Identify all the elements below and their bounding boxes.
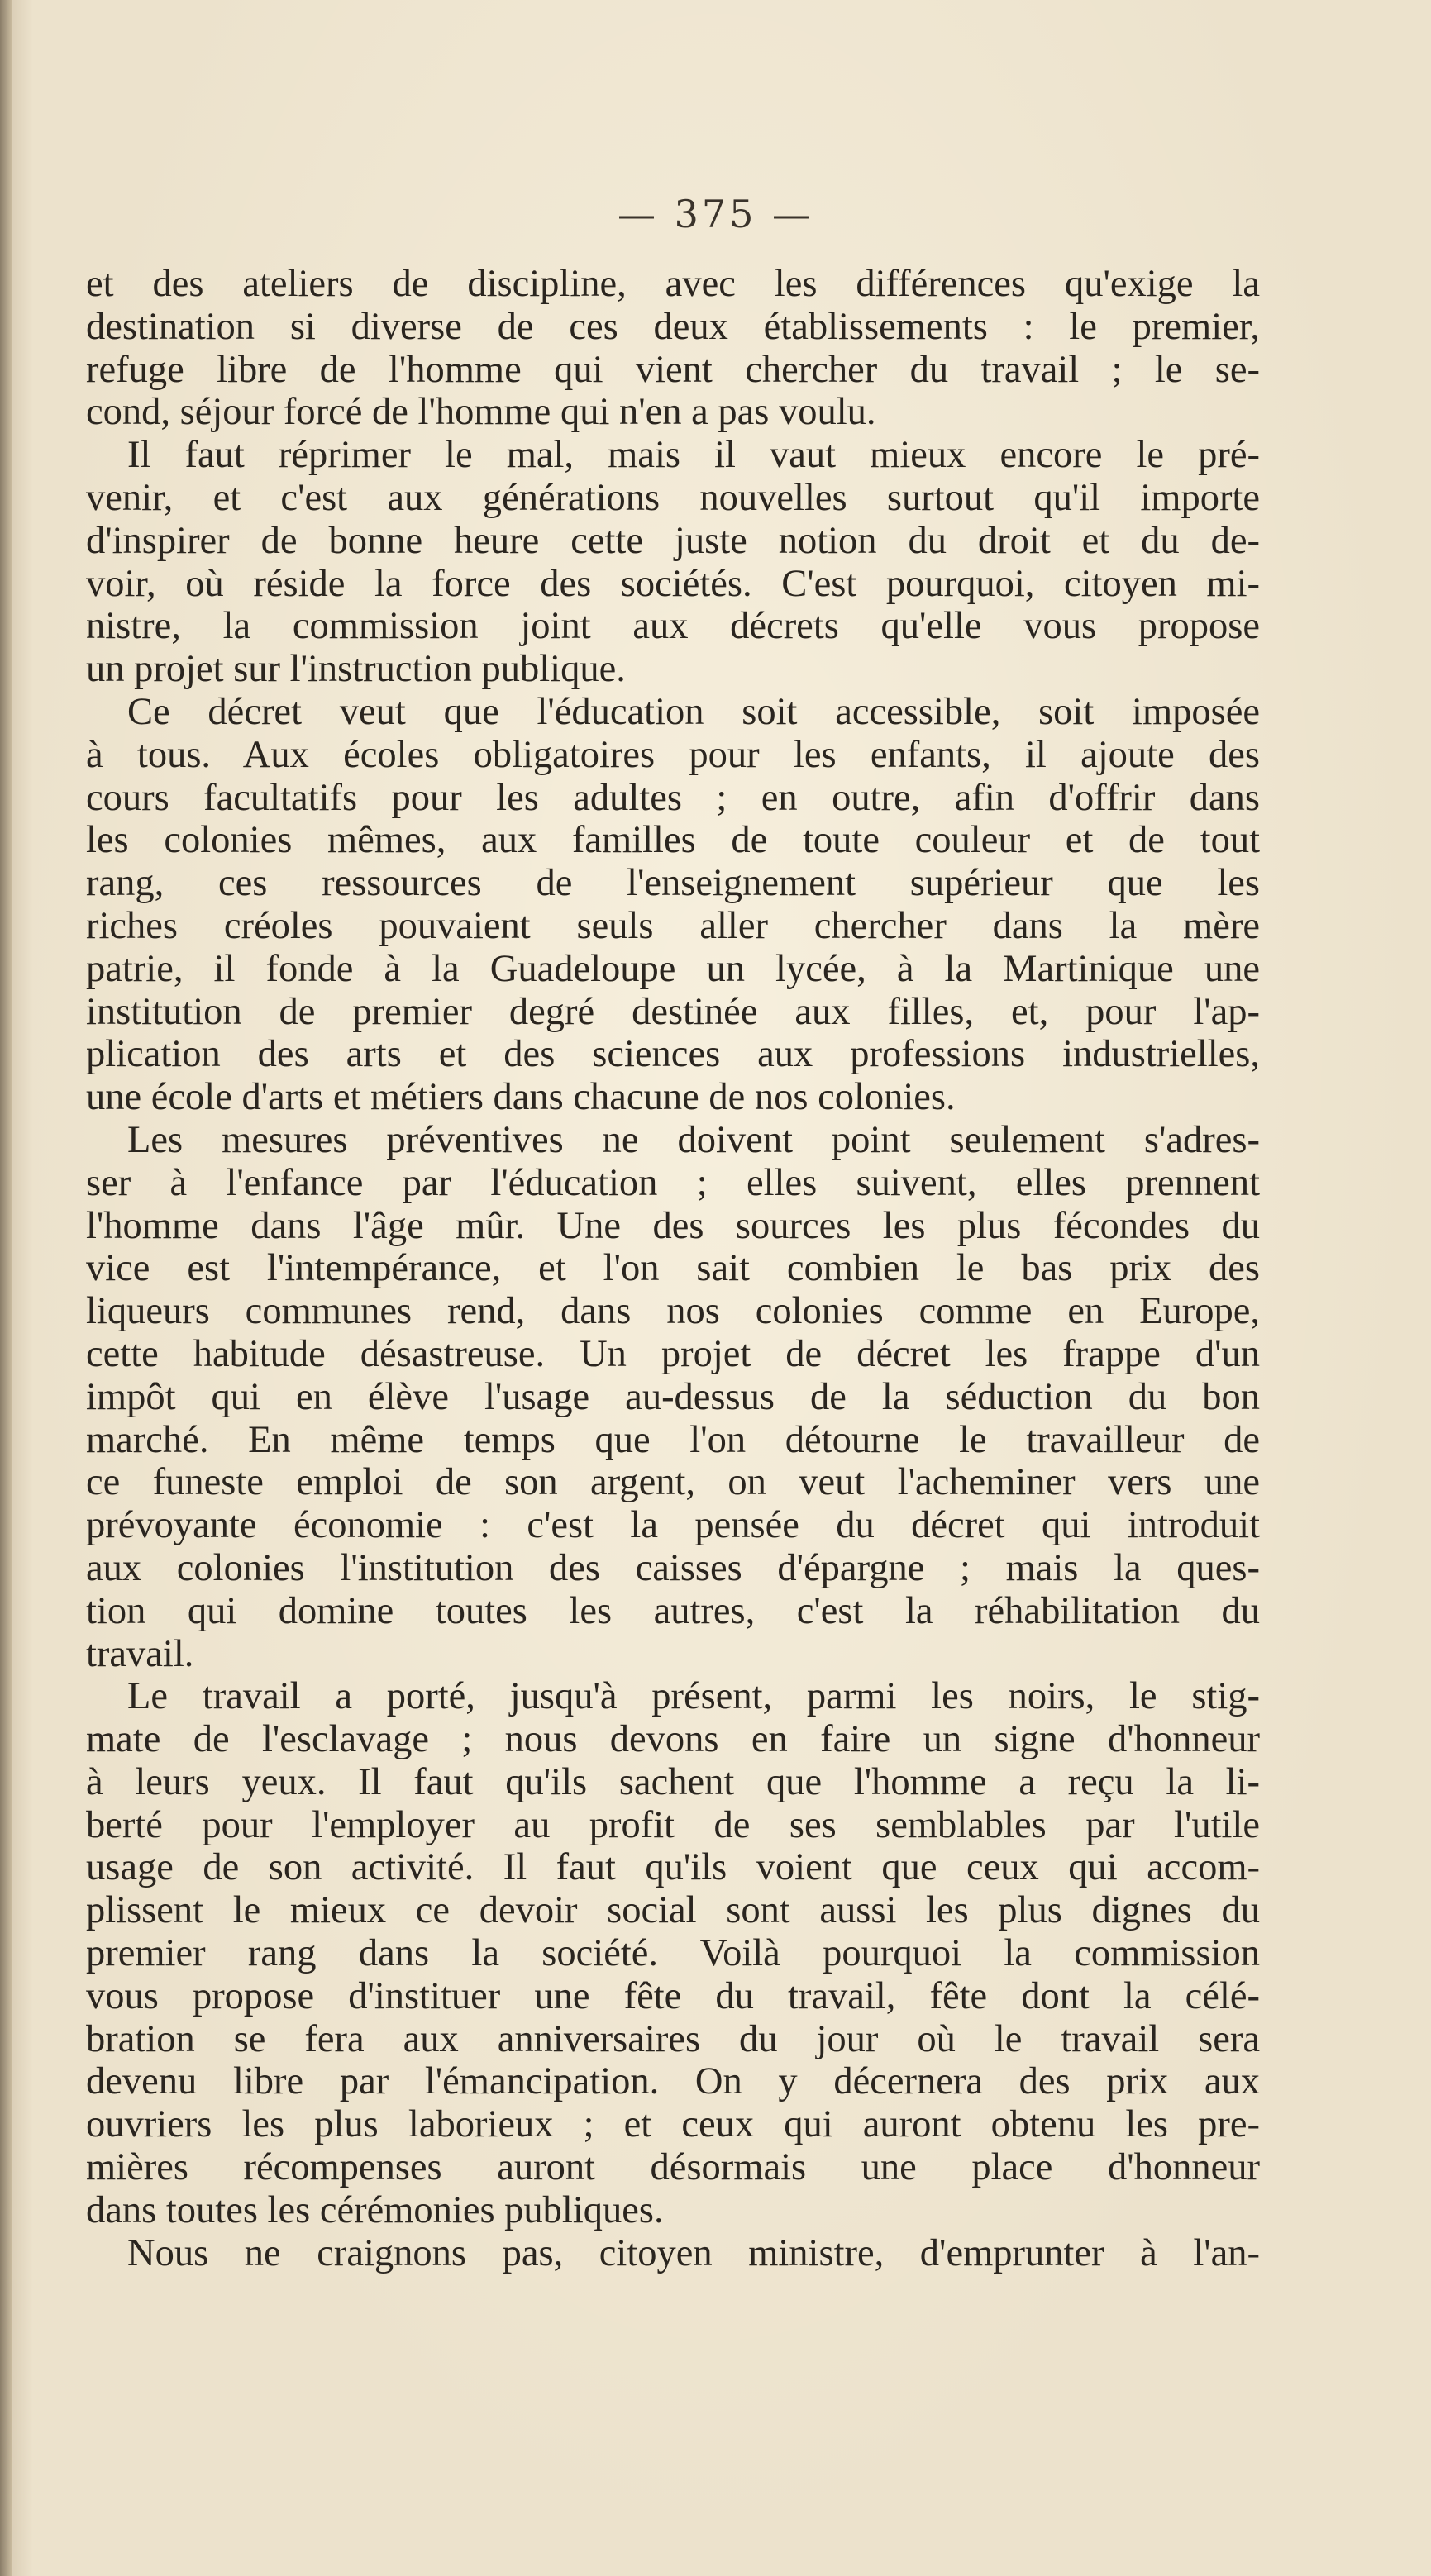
text-line: et des ateliers de discipline, avec les différences qu'exige la	[86, 263, 1260, 305]
text-line: cette habitude désastreuse. Un projet de décret les frappe d'un	[86, 1332, 1260, 1375]
text-line: nistre, la commission joint aux décrets qu'elle vous propose	[86, 605, 1260, 648]
text-line: prévoyante économie : c'est la pensée du décret qui introduit	[86, 1504, 1260, 1547]
text-line: à leurs yeux. Il faut qu'ils sachent que l'homme a reçu la li-	[86, 1760, 1260, 1803]
text-line: Il faut réprimer le mal, mais il vaut mieux encore le pré-	[127, 434, 1260, 477]
text-line: Ce décret veut que l'éducation soit accessible, soit imposée	[127, 690, 1260, 733]
text-line: ce funeste emploi de son argent, on veut l'acheminer vers une	[86, 1461, 1260, 1504]
text-line: vous propose d'instituer une fête du travail, fête dont la célé-	[86, 1974, 1260, 2017]
text-line: Nous ne craignons pas, citoyen ministre, d'emprunter à l'an-	[127, 2231, 1260, 2274]
text-line: d'inspirer de bonne heure cette juste notion du droit et du de-	[86, 519, 1260, 562]
text-line: rang, ces ressources de l'enseignement supérieur que les	[86, 862, 1260, 905]
body-text	[86, 263, 1260, 2274]
page-number: — 375 —	[617, 192, 814, 236]
page-binding-edge	[0, 0, 12, 2576]
text-line: impôt qui en élève l'usage au-dessus de la séduction du bon	[86, 1375, 1260, 1418]
text-line: cond, séjour forcé de l'homme qui n'en a pas voulu.	[86, 391, 876, 434]
text-line: refuge libre de l'homme qui vient chercher du travail ; le se-	[86, 348, 1260, 391]
text-line: travail.	[86, 1632, 194, 1675]
text-line: tion qui domine toutes les autres, c'est la réhabilitation du	[86, 1589, 1260, 1632]
text-line: l'homme dans l'âge mûr. Une des sources les plus fécondes du	[86, 1204, 1260, 1247]
text-line: usage de son activité. Il faut qu'ils voient que ceux qui accom-	[86, 1846, 1260, 1889]
paragraph	[86, 434, 1260, 691]
text-line: Les mesures préventives ne doivent point seulement s'adres-	[127, 1118, 1260, 1161]
text-line: plissent le mieux ce devoir social sont aussi les plus dignes du	[86, 1889, 1260, 1932]
text-line: marché. En même temps que l'on détourne le travailleur de	[86, 1418, 1260, 1461]
text-line: devenu libre par l'émancipation. On y décernera des prix aux	[86, 2060, 1260, 2103]
text-line: destination si diverse de ces deux établissements : le premier,	[86, 305, 1260, 348]
text-line: institution de premier degré destinée aux filles, et, pour l'ap-	[86, 990, 1260, 1033]
text-line: liqueurs communes rend, dans nos colonies comme en Europe,	[86, 1290, 1260, 1333]
text-line: plication des arts et des sciences aux professions industrielles,	[86, 1033, 1260, 1076]
text-line: une école d'arts et métiers dans chacune de nos colonies.	[86, 1076, 956, 1119]
text-line: riches créoles pouvaient seuls aller chercher dans la mère	[86, 904, 1260, 947]
paragraph	[86, 1675, 1260, 2231]
text-line: les colonies mêmes, aux familles de toute couleur et de tout	[86, 819, 1260, 862]
text-line: vice est l'intempérance, et l'on sait combien le bas prix des	[86, 1247, 1260, 1290]
paragraph	[86, 263, 1260, 434]
text-line: ser à l'enfance par l'éducation ; elles suivent, elles prennent	[86, 1161, 1260, 1204]
text-line: Le travail a porté, jusqu'à présent, parmi les noirs, le stig-	[127, 1675, 1260, 1718]
text-line: bration se fera aux anniversaires du jour où le travail sera	[86, 2017, 1260, 2060]
text-line: mate de l'esclavage ; nous devons en faire un signe d'honneur	[86, 1718, 1260, 1761]
text-line: berté pour l'employer au profit de ses semblables par l'utile	[86, 1803, 1260, 1846]
paragraph	[86, 2232, 1260, 2275]
text-line: cours facultatifs pour les adultes ; en outre, afin d'offrir dans	[86, 776, 1260, 819]
text-line: un projet sur l'instruction publique.	[86, 648, 626, 691]
text-line: aux colonies l'institution des caisses d'épargne ; mais la ques-	[86, 1546, 1260, 1589]
text-line: premier rang dans la société. Voilà pourquoi la commission	[86, 1932, 1260, 1975]
text-line: patrie, il fonde à la Guadeloupe un lycée, à la Martinique une	[86, 947, 1260, 990]
paragraph	[86, 1119, 1260, 1675]
text-line: dans toutes les cérémonies publiques.	[86, 2188, 664, 2231]
text-line: voir, où réside la force des sociétés. C'est pourquoi, citoyen mi-	[86, 562, 1260, 605]
text-line: mières récompenses auront désormais une place d'honneur	[86, 2146, 1260, 2189]
paragraph	[86, 691, 1260, 1119]
text-line: venir, et c'est aux générations nouvelles surtout qu'il importe	[86, 476, 1260, 519]
text-line: à tous. Aux écoles obligatoires pour les enfants, il ajoute des	[86, 733, 1260, 776]
text-line: ouvriers les plus laborieux ; et ceux qui auront obtenu les pre-	[86, 2103, 1260, 2146]
